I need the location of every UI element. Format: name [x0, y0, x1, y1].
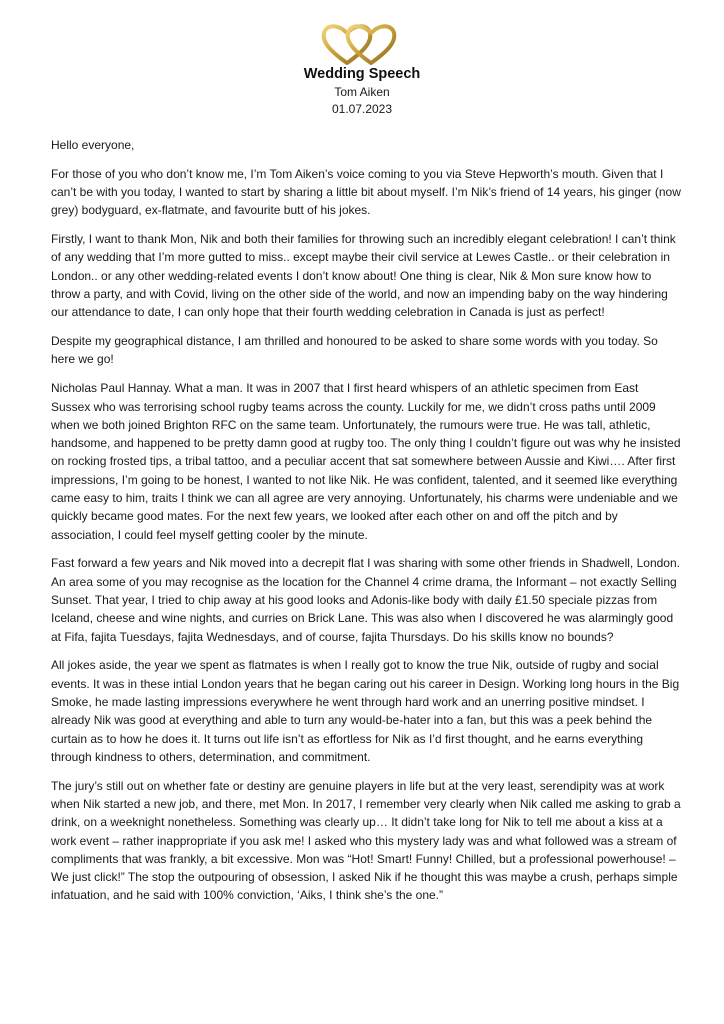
speech-paragraph-4: Despite my geographical distance, I am thrilled and honoured to be asked to share some words with you today. So here we go!: [51, 334, 658, 367]
speech-body: [51, 136, 681, 915]
speech-paragraph-6: Fast forward a few years and Nik moved into a decrepit flat I was sharing with some other friends in Shadwell, London. An area some of you may recognise as the location for the Channel 4 crime drama, the Informant – not exactly Selling Sunset. That year, I tried to chip away at his good looks and Adonis-like body with daily £1.50 speciale pizzas from Iceland, cheese and wine nights, and curries on Brick Lane. This was also when I discovered he was alarmingly good at Fifa, fajita Tuesdays, fajita Wednesdays, and of course, fajita Thursdays. Do his skills know no bounds?: [51, 556, 680, 644]
speech-paragraph-2: For those of you who don’t know me, I’m Tom Aiken’s voice coming to you via Steve Hepworth’s mouth. Given that I can’t be with you today, I wanted to start by sharing a little bit about myself. I’m Nik’s friend of 14 years, his ginger (now grey) bodyguard, ex-flatmate, and favourite butt of his jokes.: [51, 166, 681, 218]
document-date: 01.07.2023: [331, 102, 393, 116]
speech-paragraph-5: Nicholas Paul Hannay. What a man. It was in 2007 that I first heard whispers of an athletic specimen from East Sussex who was terrorising school rugby teams across the county. Luckily for me, we didn’t cross paths until 2009 when we both joined Brighton RFC on the same team. Unfortunately, the rumours were true. He was tall, athletic, handsome, and happened to be pretty damn good at rugby too. The only thing I couldn’t figure out was why he insisted on rocking frosted tips, a tribal tattoo, and a peculiar accent that sat somewhere between Aussie and Kiwi…. After first impressions, I’m going to be honest, I wanted to not like Nik. He was confident, talented, and it seemed like everything came easy to him, traits I think we can all agree are very annoying. Unfortunately, his charms were undeniable and we quickly became good mates. For the next few years, we looked after each other on and off the pitch and by association, I could feel myself getting cooler by the minute.: [51, 381, 681, 542]
document-author: Tom Aiken: [334, 85, 390, 99]
speech-paragraph-1: Hello everyone,: [51, 138, 135, 152]
document-header: [0, 64, 724, 118]
speech-paragraph-7: All jokes aside, the year we spent as flatmates is when I really got to know the true Nik, outside of rugby and social events. It was in these intial London years that he began caring out his career in Design. Working long hours in the Big Smoke, he made lasting impressions everywhere he went through hard work and an unerring positive mindset. I already Nik was good at everything and able to turn any would-be-hater into a fan, but this was a peek behind the curtain as to how he does it. It turns out life isn’t as effortless for Nik as I’d first thought, and he earns everything through kindness to others, determination, and commitment.: [51, 658, 680, 764]
speech-paragraph-8: The jury’s still out on whether fate or destiny are genuine players in life but at the very least, serendipity was at work when Nik started a new job, and there, met Mon. In 2017, I remember very clearly when Nik called me asking to grab a drink, on a weeknight nonetheless. Something was clearly up… It didn’t take long for Nik to tell me about a kiss at a work event – rather inappropriate if you ask me! I asked who this mystery lady was and what followed was a stream of compliments that was frankly, a bit excessive. Mon was “Hot! Smart! Funny! Chilled, but a professional powerhouse! – We just click!” The stop the outpouring of obsession, I asked Nik if he thought this was maybe a crush, perhaps simple infatuation, and he said with 100% conviction, ‘Aiks, I think she’s the one.”: [51, 778, 681, 903]
two-gold-hearts-icon: [320, 22, 398, 66]
document-title: Wedding Speech: [303, 66, 421, 82]
speech-paragraph-3: Firstly, I want to thank Mon, Nik and both their families for throwing such an incredibly elegant celebration! I can’t think of any wedding that I’m more gutted to miss.. except maybe their civil service at Lewes Castle.. or their celebration in London.. or any other wedding-related events I don’t know about! One thing is clear, Nik & Mon sure know how to throw a party, and with Covid, living on the other side of the world, and now an impending baby on the way hindering our attendance to date, I can only hope that their fourth wedding celebration in Canada is just as perfect!: [51, 232, 676, 320]
